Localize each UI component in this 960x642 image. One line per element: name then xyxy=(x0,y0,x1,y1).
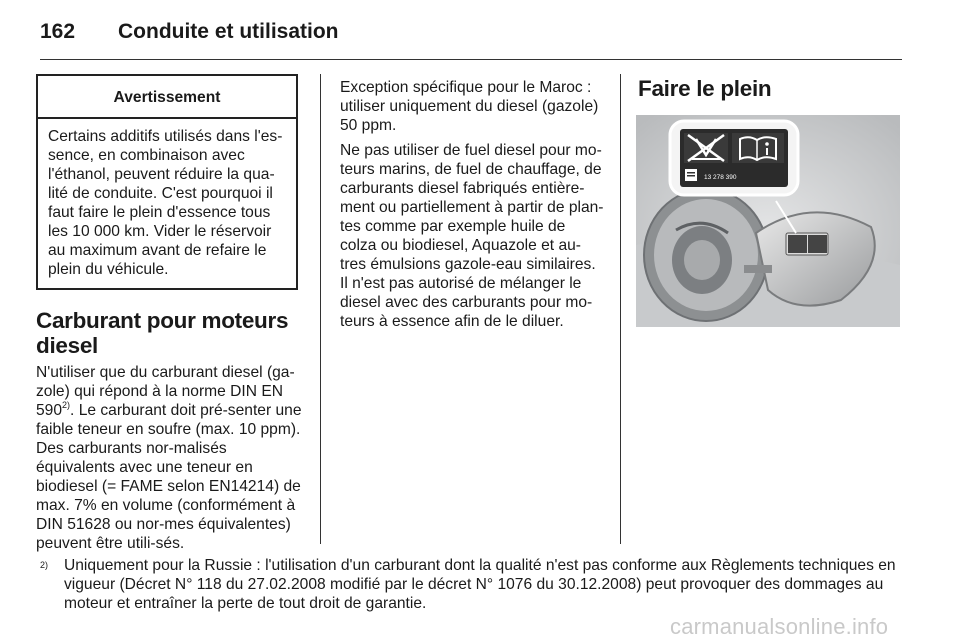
footnote-reference[interactable]: 2) xyxy=(62,399,71,410)
fuel-restriction-paragraph: Ne pas utiliser de fuel diesel pour mo-teurs marins, de fuel de chauffage, de carburants diesel fabriqués entière-ment ou partiellement à partir de plan-tes comme par exemple huile de colza ou biodiesel, Aquazole et au-tres émulsions gazole-eau similaires. Il n'est pas autorisé de mélanger le diesel avec des carburants pour mo-teurs à essence afin de le diluer. xyxy=(340,142,604,330)
header-rule xyxy=(40,59,902,60)
diesel-heading: Carburant pour moteurs diesel xyxy=(36,308,289,358)
manual-book-icon xyxy=(732,133,784,163)
column-2 xyxy=(340,78,604,337)
diesel-text-1: N'utiliser que du carburant diesel (ga-zole) qui répond à la norme DIN EN 590 xyxy=(36,364,295,419)
footnote-text: Uniquement pour la Russie : l'utilisation d'un carburant dont la qualité n'est pas conforme aux Règlements techniques en vigueur (Décret N° 118 du 27.02.2008 modifié par le décret N° 1076 du 30.12.2008) peut provoquer des dommages au moteur et entraîner la perte de tout droit de garantie. xyxy=(64,557,896,612)
refuel-heading: Faire le plein xyxy=(638,76,772,101)
column-1 xyxy=(36,74,302,559)
figure-label: 13 278 390 xyxy=(704,174,737,181)
diesel-text-2: . Le carburant doit pré-senter une faible teneur en soufre (max. 10 ppm). Des carburants nor-malisés équivalents avec une teneur en biodiesel (= FAME selon EN14214) de max. 7% en volume (conformément à DIN 51628 ou nor-mes équivalentes) peuvent être utili-sés. xyxy=(36,402,302,552)
column-3 xyxy=(636,72,902,327)
page-header-title: Conduite et utilisation xyxy=(118,20,339,43)
fuel-flap-illustration xyxy=(636,115,900,327)
page-number: 162 xyxy=(40,20,76,43)
warning-box xyxy=(36,74,298,290)
no-biodiesel-icon xyxy=(684,133,728,163)
footnote-marker: 2) xyxy=(40,560,49,570)
diesel-paragraph xyxy=(36,363,302,553)
column-divider-1 xyxy=(320,74,321,544)
morocco-paragraph: Exception spécifique pour le Maroc : utiliser uniquement du diesel (gazole) 50 ppm. xyxy=(340,79,599,134)
footnote xyxy=(40,556,902,613)
warning-title: Avertissement xyxy=(38,76,296,119)
fuel-type-label-icon xyxy=(685,169,697,181)
warning-body: Certains additifs utilisés dans l'es-sence, en combinaison avec l'éthanol, peuvent réduire la qua-lité de conduite. C'est pourquoi il faut faire le plein d'essence tous les 10 000 km. Vider le réservoir au maximum avant de refaire le plein du véhicule. xyxy=(48,128,283,278)
watermark: carmanualsonline.info xyxy=(670,614,889,639)
fuel-flap-figure xyxy=(636,115,900,327)
column-divider-2 xyxy=(620,74,621,544)
